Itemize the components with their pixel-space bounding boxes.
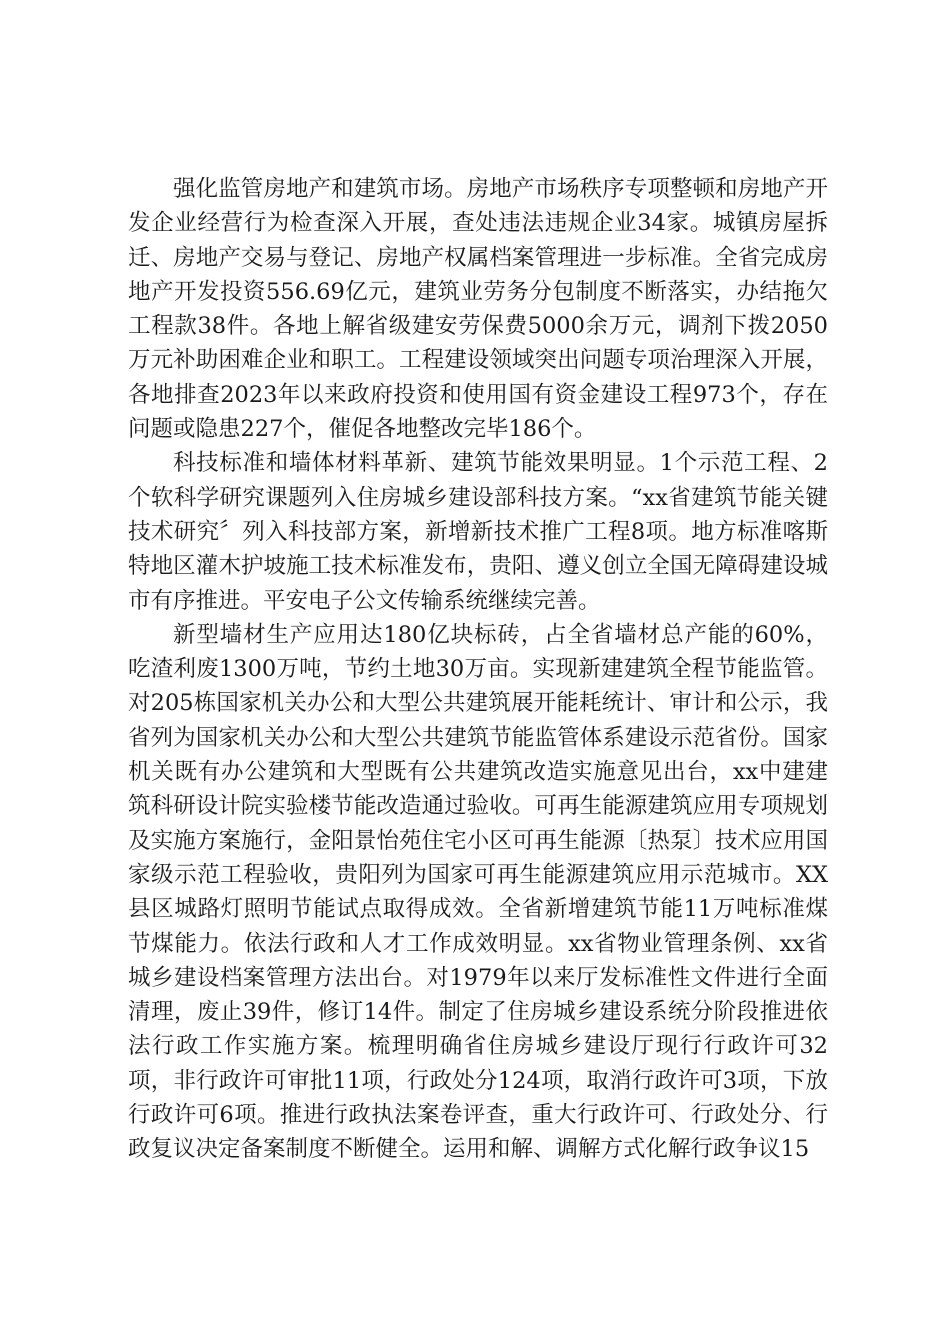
- document-body: [128, 172, 828, 1167]
- paragraph-tech-standards: 科技标准和墙体材料革新、建筑节能效果明显。1个示范工程、2个软科学研究课题列入住房城乡建设部科技方案。“xx省建筑节能关键技术研究〞列入科技部方案，新增新技术推广工程8项。地方标准喀斯特地区灌木护坡施工技术标准发布，贵阳、遵义创立全国无障碍建设城市有序推进。平安电子公文传输系统继续完善。: [128, 450, 828, 614]
- paragraph-wall-materials: 新型墙材生产应用达180亿块标砖，占全省墙材总产能的60%，吃渣利废1300万吨，节约土地30万亩。实现新建建筑全程节能监管。对205栋国家机关办公和大型公共建筑展开能耗统计、审计和公示，我省列为国家机关办公和大型公共建筑节能监管体系建设示范省份。国家机关既有办公建筑和大型既有公共建筑改造实施意见出台，xx中建建筑科研设计院实验楼节能改造通过验收。可再生能源建筑应用专项规划及实施方案施行，金阳景怡苑住宅小区可再生能源〔热泵〕技术应用国家级示范工程验收，贵阳列为国家可再生能源建筑应用示范城市。XX县区城路灯照明节能试点取得成效。全省新增建筑节能11万吨标准煤节煤能力。依法行政和人才工作成效明显。xx省物业管理条例、xx省城乡建设档案管理方法出台。对1979年以来厅发标准性文件进行全面清理，废止39件，修订14件。制定了住房城乡建设系统分阶段推进依法行政工作实施方案。梳理明确省住房城乡建设厅现行行政许可32项，非行政许可审批11项，行政处分124项，取消行政许可3项，下放行政许可6项。推进行政执法案卷评查，重大行政许可、行政处分、行政复议决定备案制度不断健全。运用和解、调解方式化解行政争议15: [128, 621, 828, 1163]
- paragraph-market-supervision: 强化监管房地产和建筑市场。房地产市场秩序专项整顿和房地产开发企业经营行为检查深入开展，查处违法违规企业34家。城镇房屋拆迁、房地产交易与登记、房地产权属档案管理进一步标准。全省完成房地产开发投资556.69亿元，建筑业劳务分包制度不断落实，办结拖欠工程款38件。各地上解省级建安劳保费5000余万元，调剂下拨2050万元补助困难企业和职工。工程建设领域突出问题专项治理深入开展，各地排查2023年以来政府投资和使用国有资金建设工程973个，存在问题或隐患227个，催促各地整改完毕186个。: [128, 176, 828, 443]
